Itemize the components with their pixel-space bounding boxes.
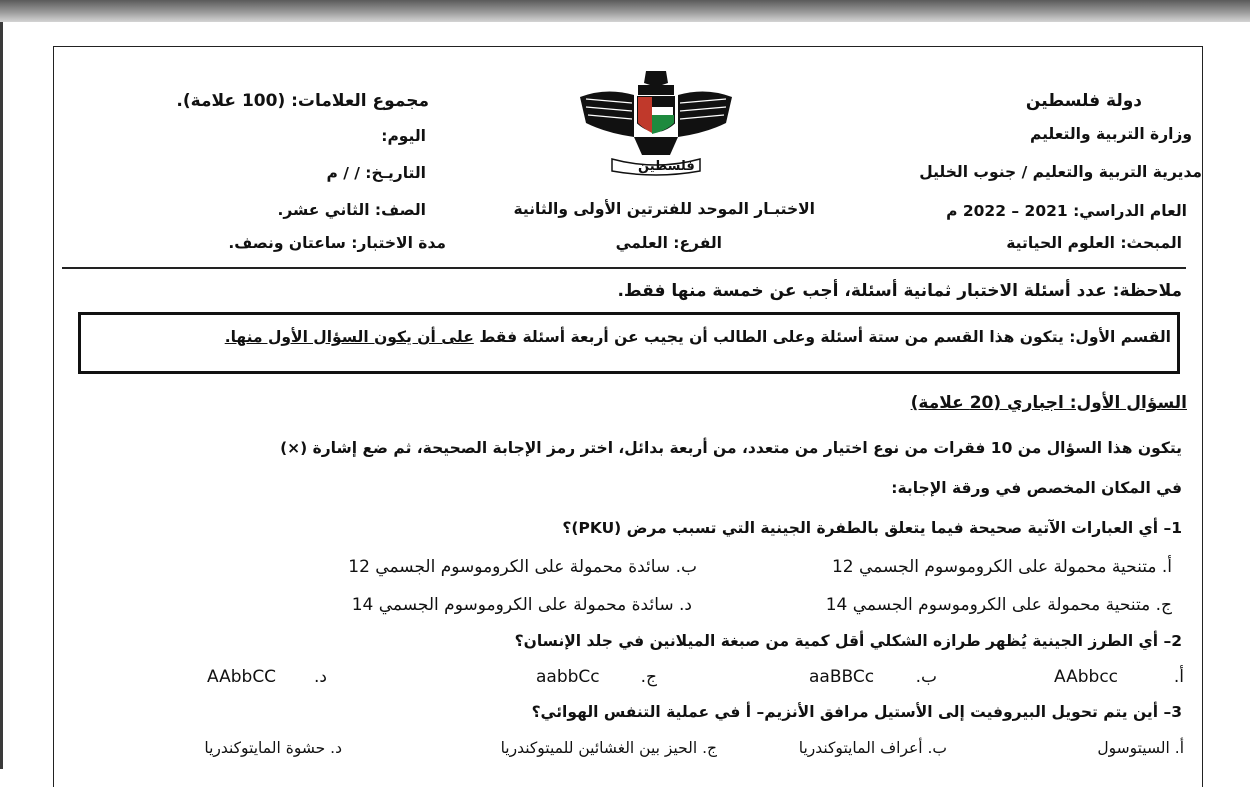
q1-option-c: ج. متنحية محمولة على الكروموسوم الجسمي 14 [825, 595, 1172, 615]
question-one-title: السؤال الأول: اجباري (20 علامة) [910, 393, 1187, 413]
directorate-name: مديرية التربية والتعليم / جنوب الخليل [919, 163, 1202, 181]
grade: الصف: الثاني عشر. [277, 201, 426, 219]
q2-option-b-value: aaBBCc [809, 667, 875, 687]
academic-year: العام الدراسي: 2021 – 2022 م [946, 202, 1187, 220]
state-name: دولة فلسطين [1025, 91, 1142, 111]
q3-option-b: ب. أعراف المايتوكندريا [798, 739, 947, 757]
section-one-text [225, 328, 1171, 346]
section-one-box [78, 312, 1180, 374]
window-left-edge [0, 22, 3, 769]
exam-date: التاريـخ: / / م [326, 164, 426, 182]
q3-option-c: ج. الحيز بين الغشائين للميتوكندريا [500, 739, 717, 757]
total-marks: مجموع العلامات: (100 علامة). [176, 91, 429, 111]
exam-page [53, 46, 1203, 787]
q2-option-b: ب. [915, 667, 937, 687]
section-one-condition: على أن يكون السؤال الأول منها. [224, 328, 474, 346]
q1-option-b: ب. سائدة محمولة على الكروموسوم الجسمي 12 [348, 557, 697, 577]
q3-option-a: أ. السيتوسول [1097, 739, 1184, 757]
q3-option-d: د. حشوة المايتوكندريا [204, 739, 342, 757]
q2-option-a: أ. [1173, 667, 1184, 687]
window-top-bar [0, 0, 1250, 22]
question-1: 1– أي العبارات الآتية صحيحة فيما يتعلق بالطفرة الجينية التي تسبب مرض (PKU)؟ [562, 519, 1182, 537]
q1-option-d: د. سائدة محمولة على الكروموسوم الجسمي 14 [351, 595, 692, 615]
exam-title: الاختبـار الموحد للفترتين الأولى والثانية [513, 200, 815, 218]
header-divider [62, 267, 1186, 269]
instruction-line-1: يتكون هذا السؤال من 10 فقرات من نوع اختيار من متعدد، من أربعة بدائل، اختر رمز الإجابة الصحيحة، ثم ضع إشارة (×) [280, 439, 1182, 457]
ministry-name: وزارة التربية والتعليم [1029, 125, 1192, 143]
section-one-main: القسم الأول: يتكون هذا القسم من ستة أسئلة وعلى الطالب أن يجيب عن أربعة أسئلة فقط [473, 328, 1171, 346]
q2-option-c-value: aabbCc [536, 667, 600, 687]
exam-day: اليوم: [381, 127, 426, 145]
instruction-line-2: في المكان المخصص في ورقة الإجابة: [891, 479, 1182, 497]
exam-note: ملاحظة: عدد أسئلة الاختبار ثمانية أسئلة، أجب عن خمسة منها فقط. [617, 281, 1182, 301]
subject: المبحث: العلوم الحياتية [1006, 234, 1182, 252]
q2-option-d: د. [314, 667, 327, 687]
branch: الفرع: العلمي [615, 234, 722, 252]
q2-option-c: ج. [640, 667, 657, 687]
q2-option-a-value: AAbbcc [1054, 667, 1119, 687]
emblem-scroll-text: فلسطين [638, 159, 695, 174]
q2-option-d-value: AAbbCC [207, 667, 277, 687]
question-2: 2– أي الطرز الجينية يُظهر طرازه الشكلي أقل كمية من صبغة الميلانين في جلد الإنسان؟ [514, 632, 1182, 650]
question-3: 3– أين يتم تحويل البيروفيت إلى الأستيل مرافق الأنزيم– أ في عملية التنفس الهوائي؟ [531, 703, 1182, 721]
q1-option-a: أ. متنحية محمولة على الكروموسوم الجسمي 12 [831, 557, 1172, 577]
exam-duration: مدة الاختبار: ساعتان ونصف. [228, 234, 446, 252]
